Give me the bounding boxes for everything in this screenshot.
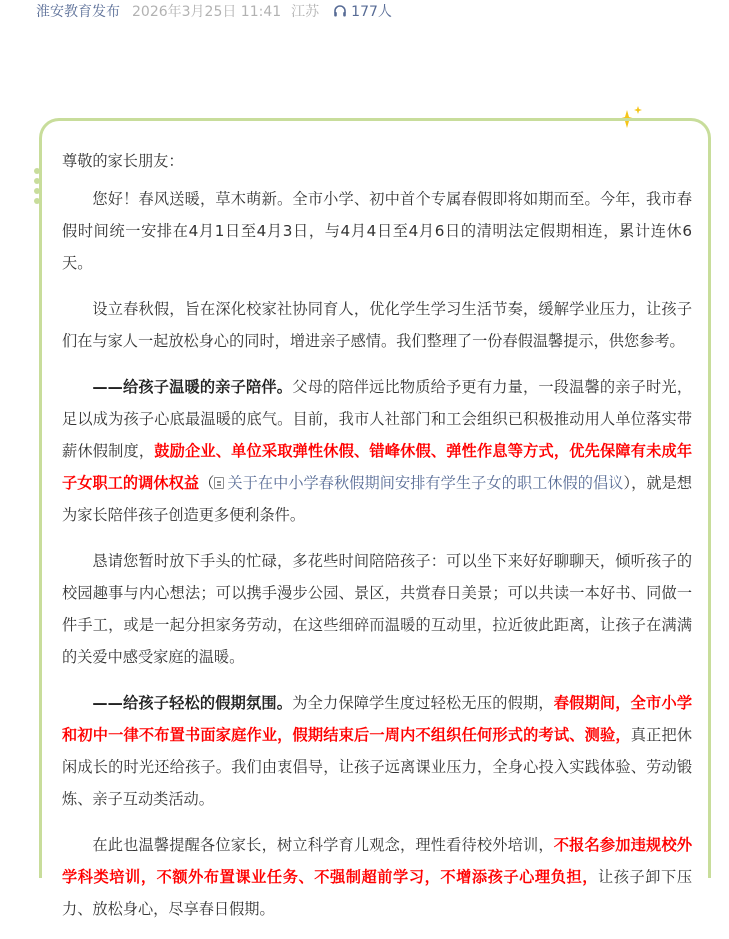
listen-count: 177人 [351,4,392,20]
article-meta [36,0,392,22]
paragraph-companionship [62,371,692,531]
document-icon [214,477,224,489]
paragraph-relaxed-holiday [62,687,692,815]
article-body [62,145,692,939]
emphasis-text: 春假期间，全市小学和初中一律不布置书面家庭作业，假期结束后一周内不组织任何形式的考试、测验， [62,694,693,744]
proposal-link-label: 关于在中小学春秋假期间安排有学生子女的职工休假的倡议 [227,474,624,492]
paragraph-reminder [62,829,692,925]
paragraph-intro: 您好！春风送暖，草木萌新。全市小学、初中首个专属春假即将如期而至。今年，我市春假时间统一安排在4月1日至4月3日，与4月4日至4月6日的清明法定假期相连，累计连休6天。 [62,190,692,272]
paragraph-text: 在此也温馨提醒各位家长，树立科学育儿观念，理性看待校外培训， [92,836,554,854]
paragraph-text: 真正把休闲成长的时光还给孩子。我们由衷倡导，让孩子远离课业压力，全身心投入实践体验、劳动锻炼、亲子互动类活动。 [62,726,693,808]
source-account-link[interactable]: 淮安教育发布 [36,4,120,20]
emphasis-text: 不报名参加违规校外学科类培训，不额外布置课业任务、不强制超前学习，不增添孩子心理负担， [62,836,693,886]
publish-location: 江苏 [291,4,320,20]
paragraph-text: 父母的陪伴远比物质给予更有力量，一段温馨的亲子时光，足以成为孩子心底最温暖的底气。目前，我市人社部门和工会组织已积极推动用人单位落实带薪休假制度， [62,378,693,460]
paragraph-text: 为全力保障学生度过轻松无压的假期， [292,694,554,712]
section-heading-companionship: ——给孩子温暖的亲子陪伴。 [92,378,293,396]
greeting: 尊敬的家长朋友： [62,152,184,170]
paragraph-text: 让孩子卸下压力、放松身心，尽享春日假期。 [62,868,693,918]
listen-button[interactable] [333,1,392,21]
emphasis-text: 鼓励企业、单位采取弹性休假、错峰休假、弹性作息等方式，优先保障有未成年子女职工的调休权益 [62,442,693,492]
section-heading-relaxed: ——给孩子轻松的假期氛围。 [92,694,293,712]
paragraph-text: ），就是想为家长陪伴孩子创造更多便利条件。 [62,474,693,524]
paren-open: （ [199,474,215,492]
headphones-icon [333,4,347,18]
publish-datetime: 2026年3月25日 11:41 [132,4,282,20]
card-decoration-dots [34,168,40,208]
proposal-link[interactable] [214,474,623,492]
paragraph-purpose: 设立春秋假，旨在深化校家社协同育人，优化学生学习生活节奏，缓解学业压力，让孩子们在与家人一起放松身心的同时，增进亲子感情。我们整理了一份春假温馨提示，供您参考。 [62,300,692,350]
paragraph-suggestions: 恳请您暂时放下手头的忙碌，多花些时间陪陪孩子：可以坐下来好好聊聊天，倾听孩子的校园趣事与内心想法；可以携手漫步公园、景区，共赏春日美景；可以共读一本好书、同做一件手工，或是一起分担家务劳动，在这些细碎而温暖的互动里，拉近彼此距离，让孩子在满满的关爱中感受家庭的温暖。 [62,552,692,666]
